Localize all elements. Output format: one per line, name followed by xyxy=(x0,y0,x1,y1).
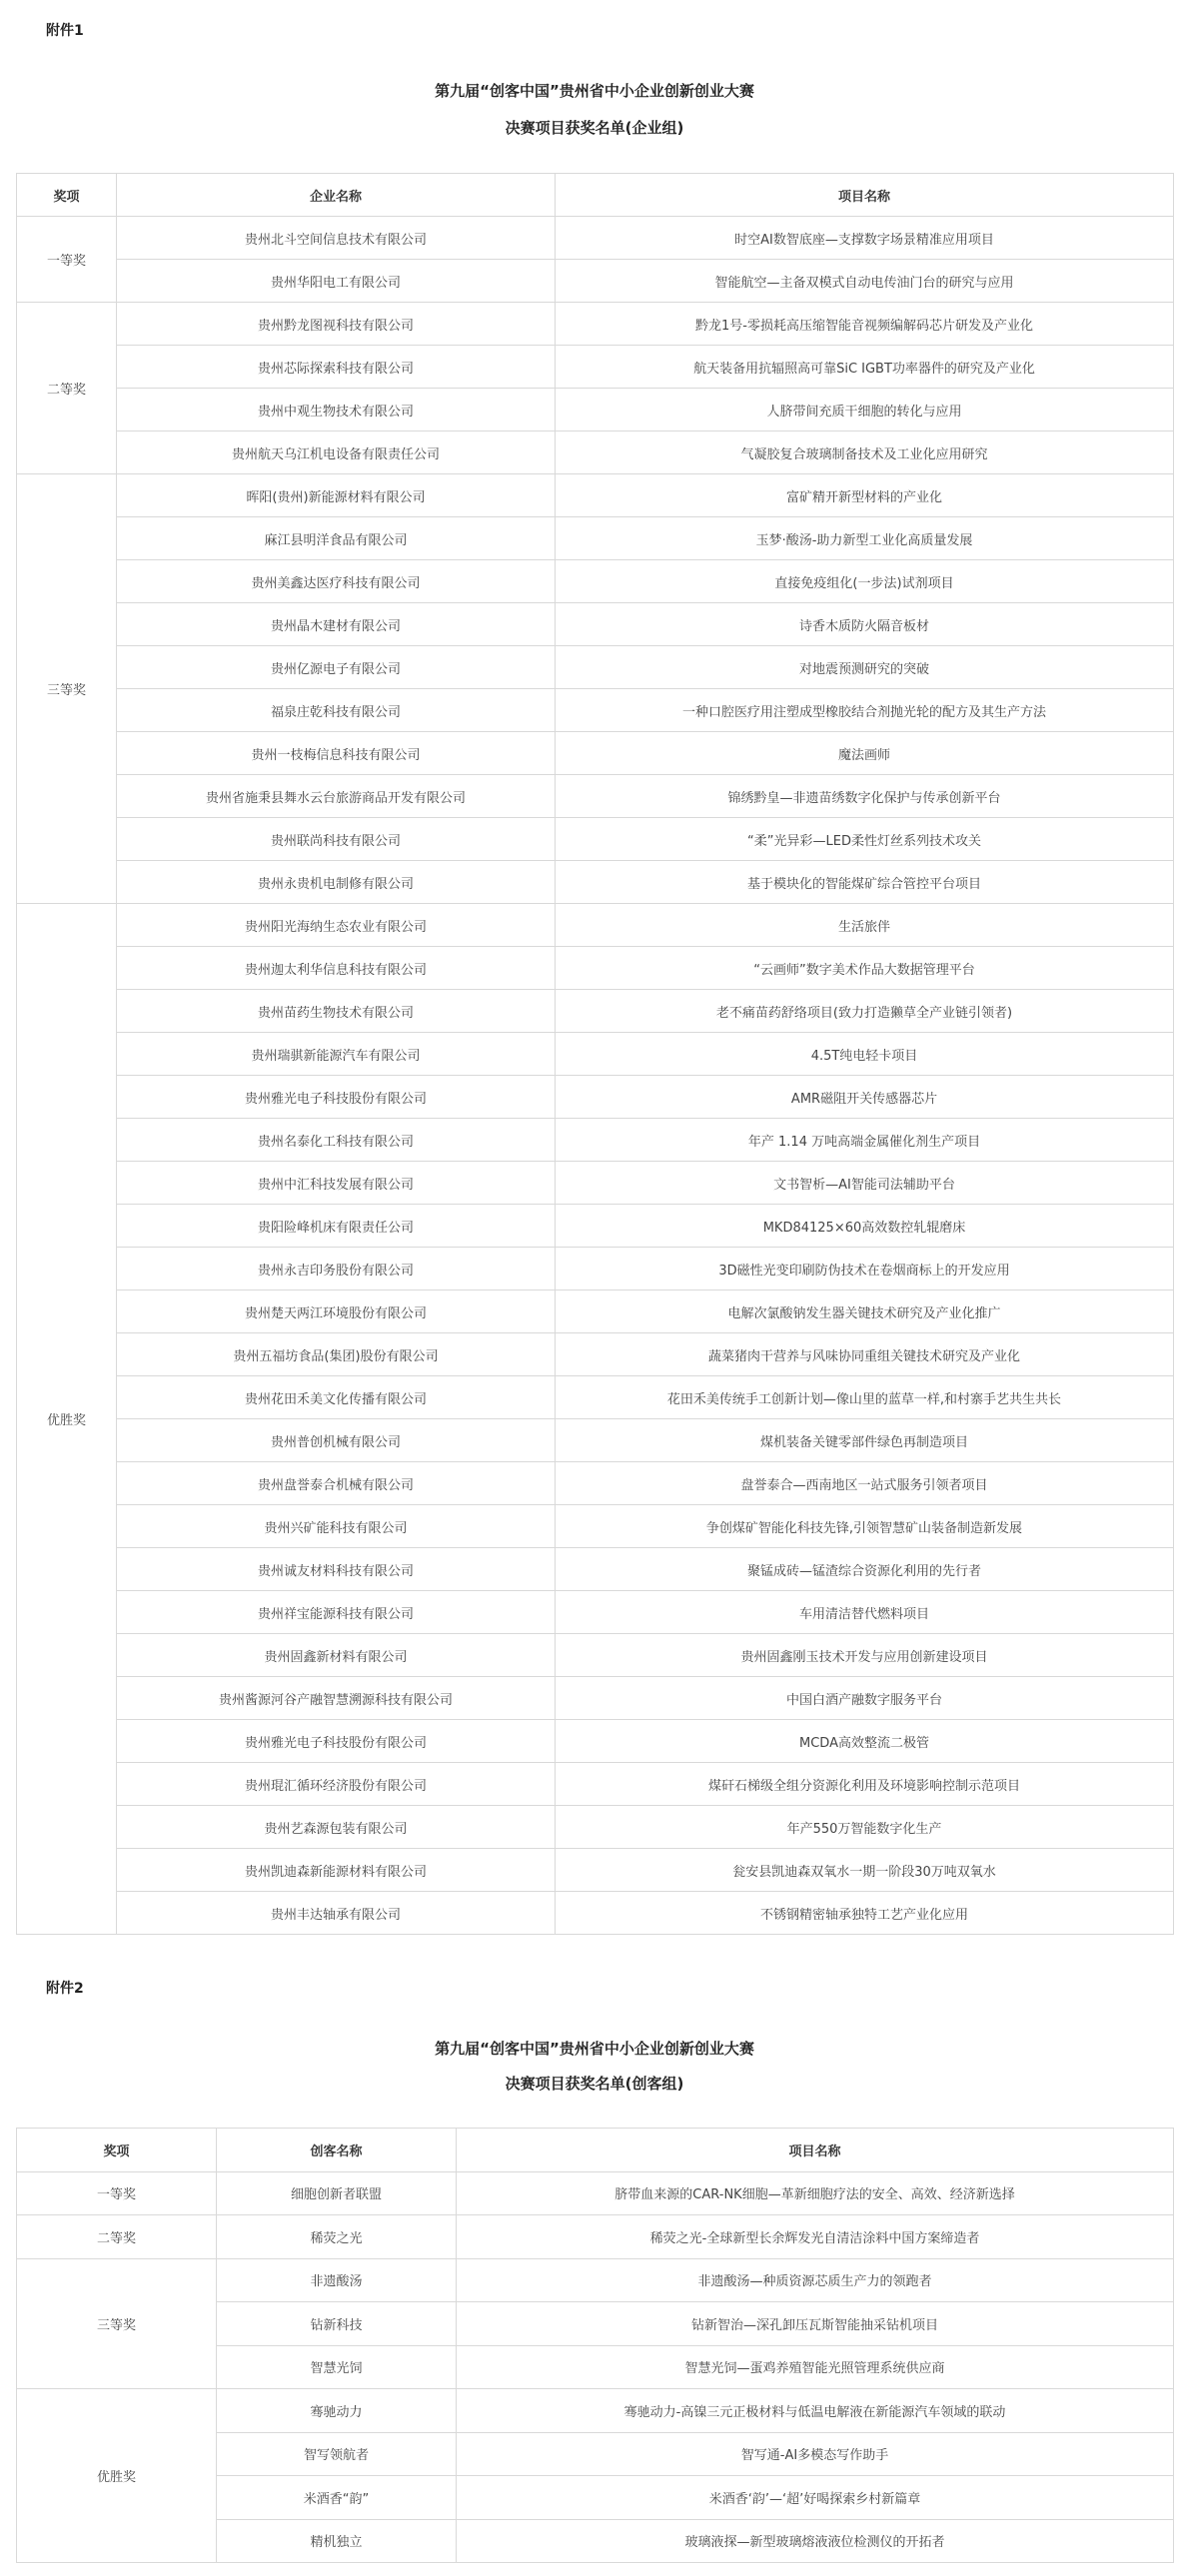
project-cell: MCDA高效整流二极管 xyxy=(556,1720,1174,1763)
table-row xyxy=(17,1033,1174,1076)
project-cell: 锦绣黔皇—非遗苗绣数字化保护与传承创新平台 xyxy=(556,775,1174,818)
name-cell: 贵州华阳电工有限公司 xyxy=(117,260,556,303)
project-cell: 生活旅伴 xyxy=(556,904,1174,947)
name-cell: 稀荧之光 xyxy=(217,2215,457,2259)
project-cell: 花田禾美传统手工创新计划—像山里的蓝草一样,和村寨手艺共生共长 xyxy=(556,1376,1174,1419)
table-row xyxy=(17,2171,1174,2215)
header-company: 企业名称 xyxy=(117,174,556,217)
name-cell: 贵州固鑫新材料有限公司 xyxy=(117,1634,556,1677)
project-cell: 黔龙1号-零损耗高压缩智能音视频编解码芯片研发及产业化 xyxy=(556,303,1174,346)
table-row xyxy=(17,646,1174,689)
name-cell: 贵州丰达轴承有限公司 xyxy=(117,1892,556,1935)
table-row xyxy=(17,904,1174,947)
name-cell: 贵州瑞骐新能源汽车有限公司 xyxy=(117,1033,556,1076)
project-cell: 魔法画师 xyxy=(556,732,1174,775)
project-cell: 气凝胶复合玻璃制备技术及工业化应用研究 xyxy=(556,431,1174,474)
project-cell: 时空AI数智底座—支撑数字场景精准应用项目 xyxy=(556,217,1174,260)
table-header-row xyxy=(17,174,1174,217)
table-row xyxy=(17,1162,1174,1205)
table-row xyxy=(17,1205,1174,1248)
table-row xyxy=(17,1892,1174,1935)
name-cell: 贵州联尚科技有限公司 xyxy=(117,818,556,861)
project-cell: 人脐带间充质干细胞的转化与应用 xyxy=(556,389,1174,431)
project-cell: 蔬菜猪肉干营养与风味协同重组关键技术研究及产业化 xyxy=(556,1333,1174,1376)
award-level-cell: 二等奖 xyxy=(17,303,117,474)
name-cell: 智写领航者 xyxy=(217,2432,457,2476)
table-row xyxy=(17,2215,1174,2259)
name-cell: 贵州永贵机电制修有限公司 xyxy=(117,861,556,904)
name-cell: 贵州祥宝能源科技有限公司 xyxy=(117,1591,556,1634)
project-cell: 智慧光饲—蛋鸡养殖智能光照管理系统供应商 xyxy=(457,2345,1174,2389)
table-row xyxy=(17,1849,1174,1892)
attachment-2-label: 附件2 xyxy=(46,1981,84,1997)
table-row xyxy=(17,1248,1174,1290)
name-cell: 贵州雅光电子科技股份有限公司 xyxy=(117,1076,556,1119)
table-row xyxy=(17,947,1174,990)
project-cell: 钻新智治—深孔卸压瓦斯智能抽采钻机项目 xyxy=(457,2302,1174,2346)
table-row xyxy=(17,990,1174,1033)
award-level-cell: 二等奖 xyxy=(17,2215,217,2259)
table-row xyxy=(17,1548,1174,1591)
project-cell: 玉梦·酸汤-助力新型工业化高质量发展 xyxy=(556,517,1174,560)
name-cell: 麻江县明洋食品有限公司 xyxy=(117,517,556,560)
project-cell: 一种口腔医疗用注塑成型橡胶结合剂抛光轮的配方及其生产方法 xyxy=(556,689,1174,732)
project-cell: 稀荧之光-全球新型长余辉发光自清洁涂料中国方案缔造者 xyxy=(457,2215,1174,2259)
award-level-cell: 一等奖 xyxy=(17,217,117,303)
table-row xyxy=(17,1462,1174,1505)
table-row xyxy=(17,517,1174,560)
name-cell: 贵州诚友材料科技有限公司 xyxy=(117,1548,556,1591)
name-cell: 贵州酱源河谷产融智慧溯源科技有限公司 xyxy=(117,1677,556,1720)
award-level-cell: 三等奖 xyxy=(17,474,117,904)
header-award: 奖项 xyxy=(17,2129,217,2172)
table-row xyxy=(17,1290,1174,1333)
project-cell: 非遗酸汤—种质资源芯质生产力的领跑者 xyxy=(457,2258,1174,2302)
name-cell: 福泉庄乾科技有限公司 xyxy=(117,689,556,732)
table-row xyxy=(17,389,1174,431)
table-row xyxy=(17,861,1174,904)
project-cell: 盘誉泰合—西南地区一站式服务引领者项目 xyxy=(556,1462,1174,1505)
project-cell: 电解次氯酸钠发生器关键技术研究及产业化推广 xyxy=(556,1290,1174,1333)
table-row xyxy=(17,818,1174,861)
name-cell: 晖阳(贵州)新能源材料有限公司 xyxy=(117,474,556,517)
project-cell: 车用清洁替代燃料项目 xyxy=(556,1591,1174,1634)
name-cell: 贵州花田禾美文化传播有限公司 xyxy=(117,1376,556,1419)
table-row xyxy=(17,1119,1174,1162)
header-project: 项目名称 xyxy=(457,2129,1174,2172)
table-row xyxy=(17,431,1174,474)
attachment-2-subtitle: 决赛项目获奖名单(创客组) xyxy=(505,2075,684,2093)
project-cell: 玻璃液探—新型玻璃熔液液位检测仪的开拓者 xyxy=(457,2519,1174,2563)
project-cell: 诗香木质防火隔音板材 xyxy=(556,603,1174,646)
project-cell: “柔”光异彩—LED柔性灯丝系列技术攻关 xyxy=(556,818,1174,861)
name-cell: 贵阳险峰机床有限责任公司 xyxy=(117,1205,556,1248)
award-level-cell: 一等奖 xyxy=(17,2171,217,2215)
project-cell: 富矿精开新型材料的产业化 xyxy=(556,474,1174,517)
project-cell: 米酒香‘韵’—‘超’好喝探索乡村新篇章 xyxy=(457,2476,1174,2520)
name-cell: 贵州艺森源包装有限公司 xyxy=(117,1806,556,1849)
project-cell: 瓮安县凯迪森双氧水一期一阶段30万吨双氧水 xyxy=(556,1849,1174,1892)
project-cell: 争创煤矿智能化科技先锋,引领智慧矿山装备制造新发展 xyxy=(556,1505,1174,1548)
project-cell: 贵州固鑫刚玉技术开发与应用创新建设项目 xyxy=(556,1634,1174,1677)
award-level-cell: 三等奖 xyxy=(17,2258,217,2389)
table-row xyxy=(17,1376,1174,1419)
project-cell: 航天装备用抗辐照高可靠SiC IGBT功率器件的研究及产业化 xyxy=(556,346,1174,389)
name-cell: 贵州名泰化工科技有限公司 xyxy=(117,1119,556,1162)
name-cell: 贵州琨汇循环经济股份有限公司 xyxy=(117,1763,556,1806)
table-row xyxy=(17,217,1174,260)
project-cell: 文书智析—AI智能司法辅助平台 xyxy=(556,1162,1174,1205)
project-cell: 聚锰成砖—锰渣综合资源化利用的先行者 xyxy=(556,1548,1174,1591)
table-row xyxy=(17,1076,1174,1119)
attachment-1-title: 第九届“创客中国”贵州省中小企业创新创业大赛 xyxy=(435,82,754,100)
name-cell: 贵州美鑫达医疗科技有限公司 xyxy=(117,560,556,603)
project-cell: 骞驰动力-高镍三元正极材料与低温电解液在新能源汽车领域的联动 xyxy=(457,2389,1174,2433)
name-cell: 贵州凯迪森新能源材料有限公司 xyxy=(117,1849,556,1892)
table-row xyxy=(17,2258,1174,2302)
table-header-row xyxy=(17,2129,1174,2172)
project-cell: 直接免疫组化(一步法)试剂项目 xyxy=(556,560,1174,603)
name-cell: 细胞创新者联盟 xyxy=(217,2171,457,2215)
project-cell: “云画师”数字美术作品大数据管理平台 xyxy=(556,947,1174,990)
table-row xyxy=(17,775,1174,818)
project-cell: 年产 1.14 万吨高端金属催化剂生产项目 xyxy=(556,1119,1174,1162)
table-row xyxy=(17,1419,1174,1462)
name-cell: 贵州雅光电子科技股份有限公司 xyxy=(117,1720,556,1763)
table-row xyxy=(17,260,1174,303)
name-cell: 贵州亿源电子有限公司 xyxy=(117,646,556,689)
table-row xyxy=(17,689,1174,732)
attachment-2-title: 第九届“创客中国”贵州省中小企业创新创业大赛 xyxy=(435,2040,754,2058)
name-cell: 贵州阳光海纳生态农业有限公司 xyxy=(117,904,556,947)
table-row xyxy=(17,474,1174,517)
header-project: 项目名称 xyxy=(556,174,1174,217)
project-cell: AMR磁阻开关传感器芯片 xyxy=(556,1076,1174,1119)
name-cell: 贵州五福坊食品(集团)股份有限公司 xyxy=(117,1333,556,1376)
table-row xyxy=(17,1677,1174,1720)
name-cell: 贵州迦太利华信息科技有限公司 xyxy=(117,947,556,990)
project-cell: 对地震预测研究的突破 xyxy=(556,646,1174,689)
project-cell: 老不痛苗药舒络项目(致力打造獭草全产业链引领者) xyxy=(556,990,1174,1033)
maker-awards-table xyxy=(16,2128,1174,2563)
table-row xyxy=(17,603,1174,646)
project-cell: 智写通-AI多模态写作助手 xyxy=(457,2432,1174,2476)
name-cell: 贵州盘誉泰合机械有限公司 xyxy=(117,1462,556,1505)
name-cell: 贵州北斗空间信息技术有限公司 xyxy=(117,217,556,260)
table-row xyxy=(17,1720,1174,1763)
project-cell: 煤矸石梯级全组分资源化利用及环境影响控制示范项目 xyxy=(556,1763,1174,1806)
name-cell: 米酒香“韵” xyxy=(217,2476,457,2520)
name-cell: 贵州普创机械有限公司 xyxy=(117,1419,556,1462)
table-row xyxy=(17,346,1174,389)
name-cell: 钻新科技 xyxy=(217,2302,457,2346)
name-cell: 贵州苗药生物技术有限公司 xyxy=(117,990,556,1033)
table-row xyxy=(17,1806,1174,1849)
attachment-1-subtitle: 决赛项目获奖名单(企业组) xyxy=(505,119,684,137)
name-cell: 贵州航天乌江机电设备有限责任公司 xyxy=(117,431,556,474)
table-row xyxy=(17,1763,1174,1806)
table-row xyxy=(17,732,1174,775)
header-award: 奖项 xyxy=(17,174,117,217)
name-cell: 贵州兴矿能科技有限公司 xyxy=(117,1505,556,1548)
award-level-cell: 优胜奖 xyxy=(17,2389,217,2563)
table-row xyxy=(17,303,1174,346)
header-maker: 创客名称 xyxy=(217,2129,457,2172)
project-cell: 智能航空—主备双模式自动电传油门台的研究与应用 xyxy=(556,260,1174,303)
table-row xyxy=(17,1333,1174,1376)
project-cell: 不锈钢精密轴承独特工艺产业化应用 xyxy=(556,1892,1174,1935)
enterprise-awards-table xyxy=(16,173,1174,1935)
project-cell: 煤机装备关键零部件绿色再制造项目 xyxy=(556,1419,1174,1462)
name-cell: 贵州省施秉县舞水云台旅游商品开发有限公司 xyxy=(117,775,556,818)
name-cell: 贵州永吉印务股份有限公司 xyxy=(117,1248,556,1290)
project-cell: 中国白酒产融数字服务平台 xyxy=(556,1677,1174,1720)
name-cell: 贵州黔龙图视科技有限公司 xyxy=(117,303,556,346)
name-cell: 贵州芯际探索科技有限公司 xyxy=(117,346,556,389)
name-cell: 贵州一枝梅信息科技有限公司 xyxy=(117,732,556,775)
award-level-cell: 优胜奖 xyxy=(17,904,117,1935)
project-cell: 脐带血来源的CAR-NK细胞—革新细胞疗法的安全、高效、经济新选择 xyxy=(457,2171,1174,2215)
name-cell: 贵州楚天两江环境股份有限公司 xyxy=(117,1290,556,1333)
project-cell: 4.5T纯电轻卡项目 xyxy=(556,1033,1174,1076)
name-cell: 贵州中观生物技术有限公司 xyxy=(117,389,556,431)
name-cell: 贵州晶木建材有限公司 xyxy=(117,603,556,646)
name-cell: 精机独立 xyxy=(217,2519,457,2563)
project-cell: 3D磁性光变印刷防伪技术在卷烟商标上的开发应用 xyxy=(556,1248,1174,1290)
name-cell: 非遗酸汤 xyxy=(217,2258,457,2302)
table-row xyxy=(17,1634,1174,1677)
attachment-1-label: 附件1 xyxy=(46,23,84,39)
table-row xyxy=(17,1505,1174,1548)
name-cell: 骞驰动力 xyxy=(217,2389,457,2433)
table-row xyxy=(17,2389,1174,2433)
project-cell: MKD84125×60高效数控轧辊磨床 xyxy=(556,1205,1174,1248)
name-cell: 贵州中汇科技发展有限公司 xyxy=(117,1162,556,1205)
project-cell: 基于模块化的智能煤矿综合管控平台项目 xyxy=(556,861,1174,904)
name-cell: 智慧光饲 xyxy=(217,2345,457,2389)
table-row xyxy=(17,560,1174,603)
project-cell: 年产550万智能数字化生产 xyxy=(556,1806,1174,1849)
table-row xyxy=(17,1591,1174,1634)
